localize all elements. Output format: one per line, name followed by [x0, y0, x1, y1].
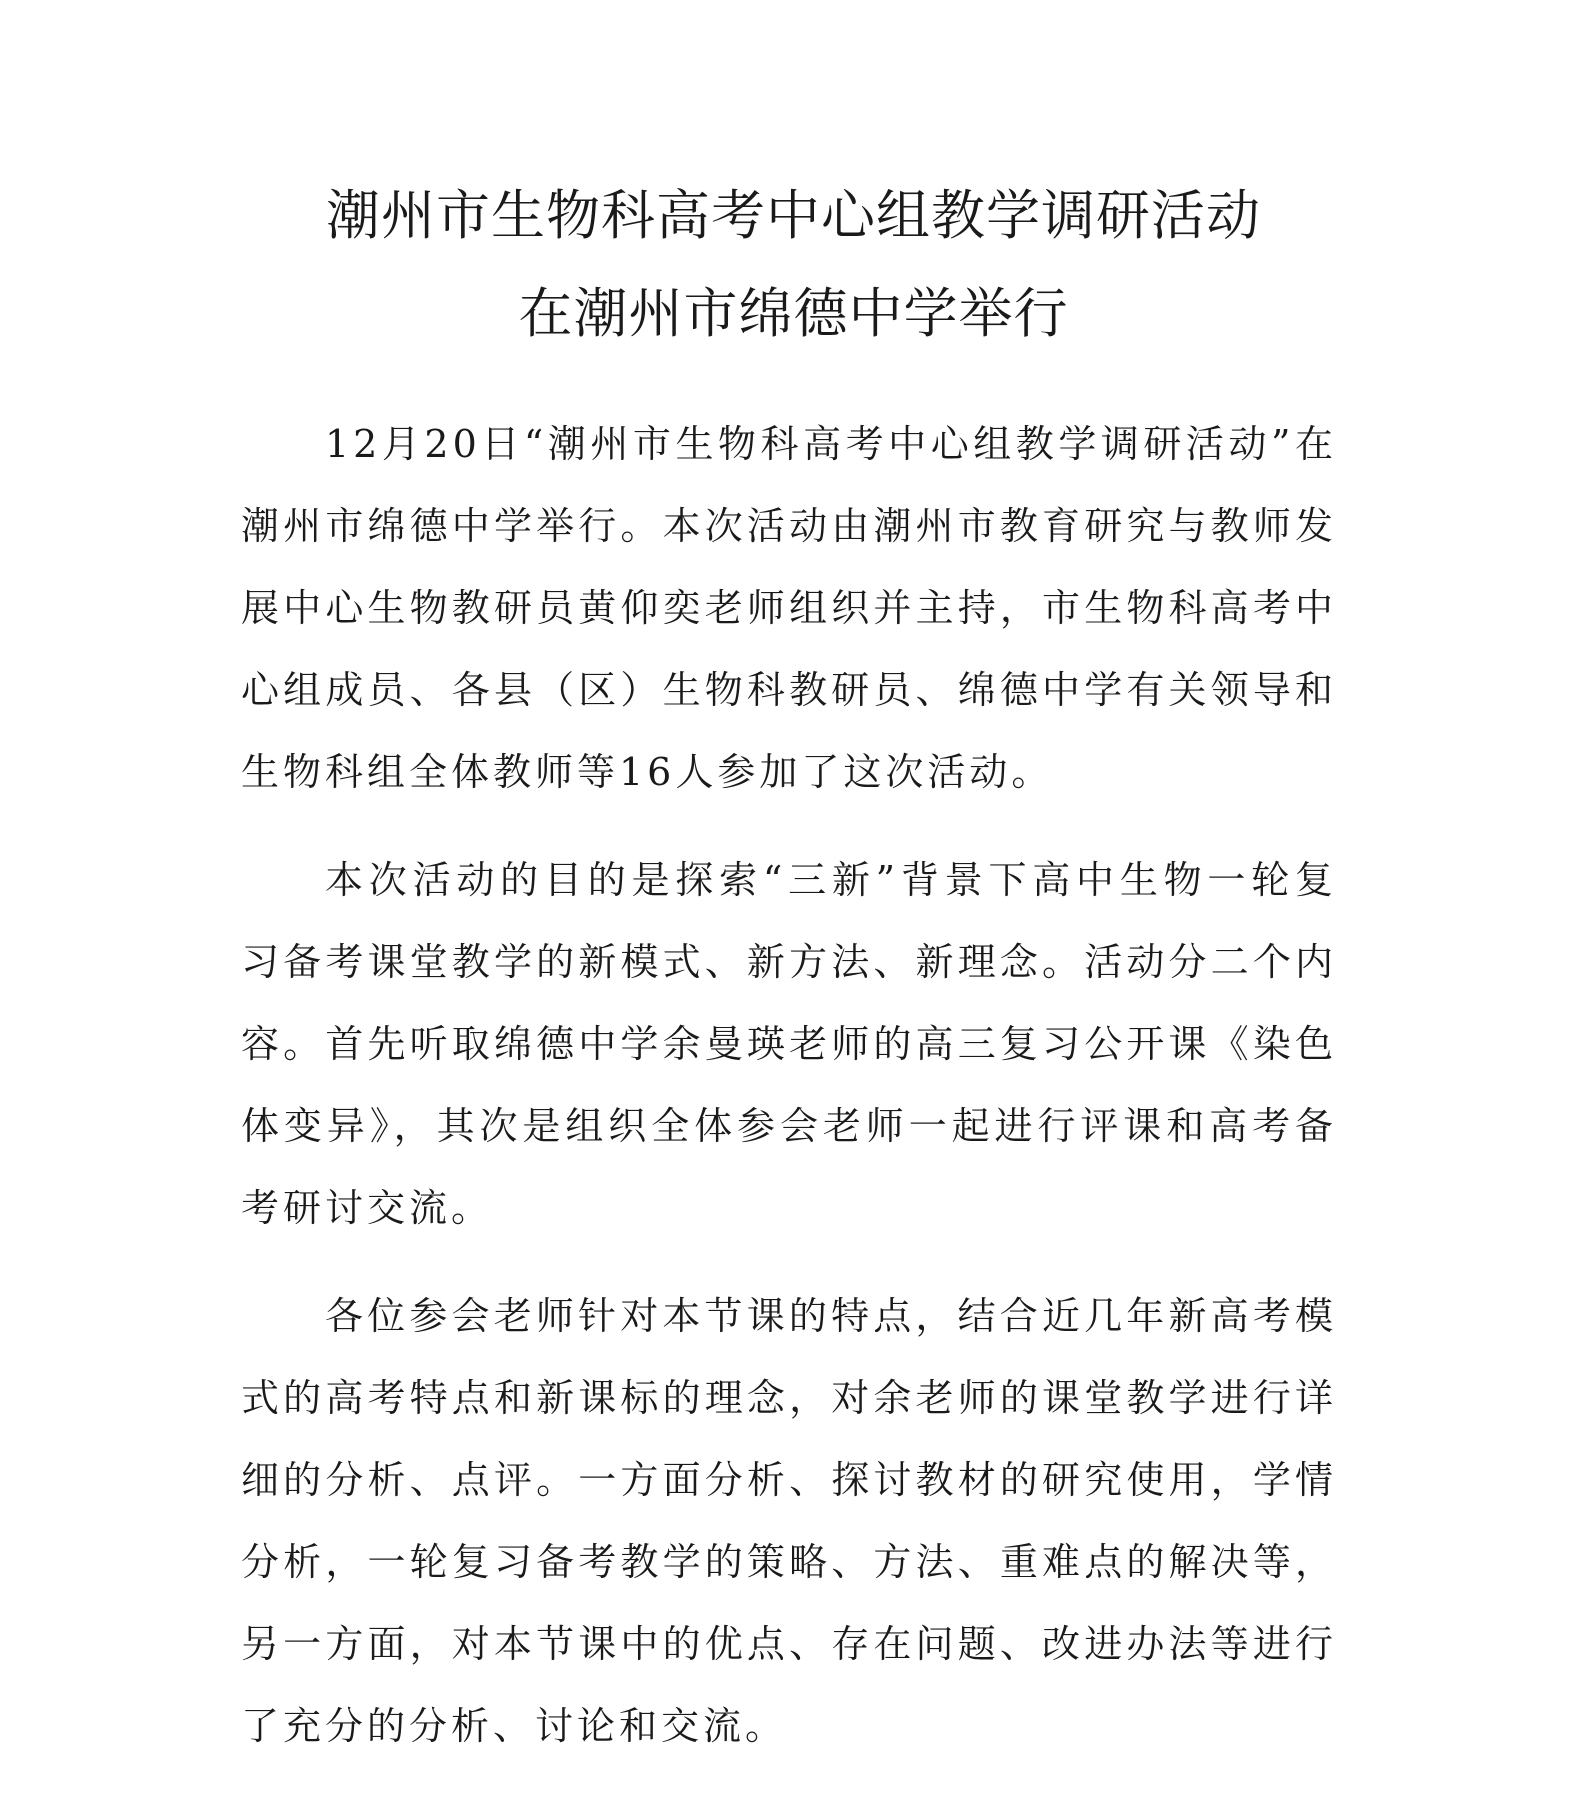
document-title	[0, 186, 1587, 344]
paragraph-1: 12月20日“潮州市生物科高考中心组教学调研活动”在潮州市绵德中学举行。本次活动由潮州市教育研究与教师发展中心生物教研员黄仰奕老师组织并主持，市生物科高考中心组成员、各县（区）生物科教研员、绵德中学有关领导和生物科组全体教师等16人参加了这次活动。	[241, 422, 1337, 794]
document-body	[241, 403, 1337, 1767]
title-line-2: 在潮州市绵德中学举行	[518, 282, 1069, 345]
title-line-1: 潮州市生物科高考中心组教学调研活动	[326, 184, 1261, 247]
paragraph-2: 本次活动的目的是探索“三新”背景下高中生物一轮复习备考课堂教学的新模式、新方法、新理念。活动分二个内容。首先听取绵德中学余曼瑛老师的高三复习公开课《染色体变异》，其次是组织全体参会老师一起进行评课和高考备考研讨交流。	[241, 858, 1337, 1230]
paragraph-3: 各位参会老师针对本节课的特点，结合近几年新高考模式的高考特点和新课标的理念，对余老师的课堂教学进行详细的分析、点评。一方面分析、探讨教材的研究使用，学情分析，一轮复习备考教学的策略、方法、重难点的解决等，另一方面，对本节课中的优点、存在问题、改进办法等进行了充分的分析、讨论和交流。	[241, 1294, 1337, 1748]
